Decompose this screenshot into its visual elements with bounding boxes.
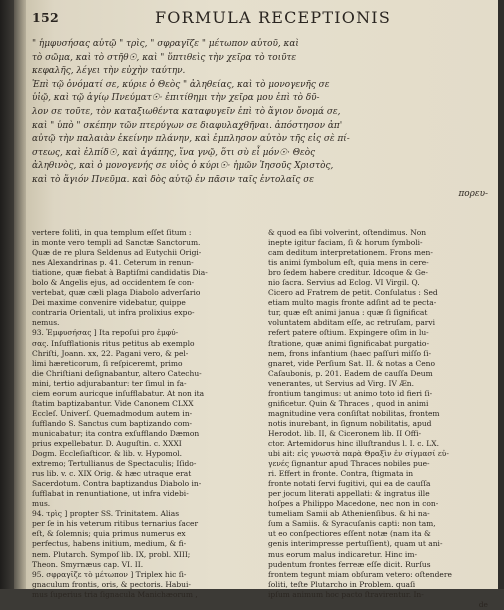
- greek-line: ἀληθινὸς, καὶ ὁ μονογενής σε υἱὸς ὁ κύρι☉· ἡμῶν Ἰησοῦς Χριστὸς,: [32, 161, 334, 172]
- right-column-line: de: [478, 599, 488, 609]
- left-column-line: Quæ de re plura Seldenus ad Eutychii Origi-: [32, 248, 202, 258]
- right-column-line: ctor. Artemidorus hinc illuſtrandus l. I. c. LX.: [268, 438, 439, 448]
- right-column-line: genis interimpresse pertuſſient), quam ut ani-: [268, 539, 443, 549]
- greek-line: λον σε τοῦτε, τὸν καταξιωθέντα καταφυγεῖν ἐπὶ τὸ ἅγιον ὄνομά σε,: [32, 106, 341, 117]
- right-column-line: Caſaubonis, p. 201. Eadem de cauſſa Deum: [268, 368, 433, 378]
- right-column-line: magnitudine vera conſiſtat nobilitas, frontem: [268, 408, 440, 418]
- right-column-line: Cicero ad Fratrem de petit. Conſulatus : Sed: [268, 288, 438, 298]
- right-column-line: γενές ſignantur apud Thraces nobiles pue-: [268, 459, 430, 469]
- left-column-line: mus ſuperius tria ſignacula Manichæorum ,: [32, 589, 198, 599]
- page-header: [26, 8, 498, 30]
- left-column-line: gnaculum frontis, oris, & pectoris. Habui-: [32, 579, 191, 589]
- left-column-line: mus.: [32, 499, 51, 509]
- running-title: FORMULA RECEPTIONIS: [154, 8, 391, 27]
- left-column-line: Dei maxime convenire videbatur, quippe: [32, 298, 186, 308]
- right-column-line: inepte igitur faciam, ſi & horum ſymboli-: [268, 238, 423, 248]
- left-column-line: nem. Plutarch. Sympoſ lib. IX, probl. XIII;: [32, 549, 191, 559]
- right-column-line: Herodot. lib. II, & Ciceronem lib. II Offi-: [268, 428, 422, 438]
- left-column-line: per ſe in his veterum ritibus ternarius ſacer: [32, 519, 199, 529]
- left-column-line: nes Alexandrinas p. 41. Ceterum in renun-: [32, 258, 194, 268]
- greek-line: αὐτῷ τὴν παλαιὰν ἐκείνην πλάνην, καὶ ἐμπλησον αὐτὸν τῆς εἰς σὲ πί-: [32, 134, 350, 145]
- right-column-line: frontium tangimus: ut animo toto id fieri ſi-: [268, 388, 433, 398]
- left-column-line: bolo & Angelis ejus, ad occidentem ſe con-: [32, 278, 195, 288]
- right-column-line: nio ſacra. Servius ad Eclog. VI Virgil. Q.: [268, 278, 420, 288]
- right-column-line: ubi ait: εἰς γνωστὰ παρὰ Θραξὶν ἐν σίγμασί εὐ-: [268, 449, 449, 459]
- right-column-line: ſum a Samiis. & Syracuſanis capti: non tam,: [268, 519, 436, 529]
- right-column-line: ſoliti, teſte Plutarcho in Problem. quaſi: [268, 579, 416, 589]
- greek-line: κεφαλῆς, λέγει τὴν εὐχὴν ταύτην.: [32, 66, 186, 77]
- right-column-line: ſtratione, quæ animi ſignificabat purgatio-: [268, 338, 429, 348]
- right-column-line: mus eorum malus indicaretur. Hinc im-: [268, 549, 417, 559]
- greek-line: στεως, καὶ ἐλπίδ☉, καὶ ἀγάπης, ἵνα γνῷ, ὅτι σὺ εἶ μόν☉· Θεὸς: [32, 147, 316, 158]
- right-column-line: tur, quæ eſt animi janua : quæ ſi ſignificat: [268, 308, 428, 318]
- right-column-line: fronte notati ſervi fugitivi, qui ea de cauſſa: [268, 479, 431, 489]
- left-column-line: 93. Ἐμφυσήσας ] Ita repoſui pro ἐμφύ-: [32, 328, 179, 338]
- greek-line: Ἐπὶ τῷ ὀνόματί σε, κύριε ὁ Θεὸς " ἀληθείας, καὶ τὸ μονογενῆς σε: [32, 79, 330, 90]
- left-column-line: vertere folitì, in qua templum eſſet ſitum :: [32, 228, 192, 237]
- left-column-line: mini, tertio adjurabantur: ter ſimul in fa-: [32, 378, 187, 388]
- left-column-line: Theon. Smyrnæus cap. VI. II.: [32, 559, 144, 569]
- greek-line: ὑἱῷ, καὶ τῷ ἁγίῳ Πνεύματ☉· ἐπιτίθημι τὴν χεῖρα μου ἐπὶ τὸ δῦ-: [32, 93, 320, 104]
- left-column-line: ſtatim baptizabantur. Vide Canonem CLXX: [32, 398, 194, 408]
- left-commentary-column: [32, 228, 252, 600]
- right-column-line: ri. Effert in fronte. Contra, ſtigmata in: [268, 469, 414, 479]
- greek-line: " ἡμφυσήσας αὐτῷ " τρὶς, " σφραγῖζε " μέτωπον αὐτοῦ, καὶ: [32, 39, 299, 49]
- left-column-line: ſufflando S. Sanctus cum baptizando com-: [32, 418, 193, 428]
- left-column-line: Eccleſ. Univerſ. Quemadmodum autem in-: [32, 408, 193, 418]
- right-column-line: venerantes, ut Servius ad Virg. IV Æn.: [268, 378, 414, 388]
- left-column-line: ſufflabat in renuntiatione, ut infra videbi-: [32, 489, 189, 499]
- right-column-line: tumeliam Samii ab Athenienſibus. & hi na-: [268, 509, 430, 519]
- right-column-line: tis animi ſymbolum eſt, quia mens in cere-: [268, 258, 429, 268]
- page-number: 152: [32, 10, 59, 25]
- left-column-line: municabatur; ita contra exſufflando Dæmon: [32, 428, 200, 438]
- right-column-line: gnaret, vide Perſium Sat. II. & notas a Ceno: [268, 358, 435, 368]
- left-column-line: in monte vero templi ad Sanctæ Sanctorum.: [32, 238, 201, 248]
- right-column-line: etiam multo magis fronte adſint ad te pecta-: [268, 298, 437, 308]
- left-column-line: Chriſti, Joann. xx, 22. Pagani vero, & pel-: [32, 348, 189, 358]
- left-column-line: 94. τρὶς ] propter SS. Trinitatem. Alias: [32, 509, 180, 519]
- right-column-line: ipſum animum hoc pacto ſtravirentur. In-: [268, 589, 424, 599]
- right-column-line: refert patere oſtium. Expingere oſim in lu-: [268, 328, 429, 338]
- left-column-line: perfectus, habens initium, medium, & fi-: [32, 539, 187, 549]
- greek-line: τὸ σῶμα, καὶ τὸ στῆθ☉, καὶ " ὕπτιθεὶς τὴν χεῖρα τὸ τοιῦτε: [32, 52, 297, 63]
- left-column-line: extremo; Tertullianus de Spectaculis; Iſido-: [32, 459, 197, 469]
- left-column-line: ciem eorum auricque inſufflabatur. At non ita: [32, 388, 205, 398]
- left-column-line: nemus.: [32, 318, 60, 328]
- greek-line: καὶ " ὑπὸ " σκέπην τῶν πτερύγων σε διαφυλαχθῆναι. ἀπόστησον ἀπ': [32, 120, 343, 131]
- right-column-line: bro ſedem habere creditur. Idcoque & Ge-: [268, 268, 428, 278]
- greek-line: καὶ τὸ ἅγιόν Πνεῦμα. καὶ δὸς αὐτῷ ἐν πᾶσιν ταῖς ἐντολαῖς σε: [32, 174, 315, 185]
- left-column-line: σας. Inſufflationis ritus petitus ab exemplo: [32, 338, 195, 348]
- right-column-line: & quod ea ſibi volverint, oſtendimus. Non: [268, 228, 427, 237]
- right-column-line: frontem tegunt miam obſuram vetero: oſtendere: [268, 569, 452, 579]
- left-column-line: rus lib. v. c. XIX Orig. & hæc utraque erat: [32, 469, 192, 479]
- left-column-line: tiatione, quæ fiebat à Baptiſmi candidatis Dia-: [32, 268, 208, 278]
- right-column-line: cam deditum interpretationem. Frons men-: [268, 248, 433, 258]
- right-column-line: pudentum frontes ferreæ eſſe dicit. Rurſus: [268, 559, 431, 569]
- left-column-line: 95. σφραγῖζε τὸ μέτωπον ] Triplex hic ſi-: [32, 569, 187, 579]
- right-column-line: voluntatem abditam eſſe, ac retruſam, parvi: [268, 318, 436, 328]
- left-column-line: limi hæreticorum, ſi reſpiceremt, primo: [32, 358, 183, 368]
- right-column-line: notis inurebant, in ſignum nobilitatis, apud: [268, 418, 432, 428]
- left-column-line: eſt, & ſolemnis; quia primus numerus ex: [32, 529, 186, 539]
- left-column-line: prius expellebatur. D. Auguſtin. c. XXXI: [32, 438, 182, 448]
- right-edge-shadow: [498, 0, 504, 589]
- right-column-line: hoſpes a Philippo Macedone, nec non in con-: [268, 499, 439, 509]
- book-page: [26, 0, 498, 609]
- right-column-line: gnificetur. Quin & Thraces , quod in animi: [268, 398, 429, 408]
- right-commentary-column: [268, 228, 488, 610]
- left-column-line: vertebat, quæ cæli plaga Diabolo adverſario: [32, 288, 201, 298]
- catchword: πορευ-: [458, 188, 488, 199]
- left-column-line: contraria Orientali, ut infra prolixius expo-: [32, 308, 195, 318]
- right-column-line: ut eo conſpectiores eſſent notæ (nam ita &: [268, 529, 431, 539]
- right-column-line: nem, frons infantium (haec paſſuri miſſo ſi-: [268, 348, 432, 358]
- left-column-line: Dogm. Eccleſiaſticor. & lib. v. Hypomol.: [32, 449, 183, 459]
- left-column-line: Sacerdotum. Contra baptizandus Diabolo in-: [32, 479, 202, 489]
- right-column-line: per jocum literati appellati: & ingratus ille: [268, 489, 430, 499]
- left-column-line: die Chriſtiani deſignabantur, altero Catechu-: [32, 368, 202, 378]
- greek-liturgical-text: [32, 38, 490, 201]
